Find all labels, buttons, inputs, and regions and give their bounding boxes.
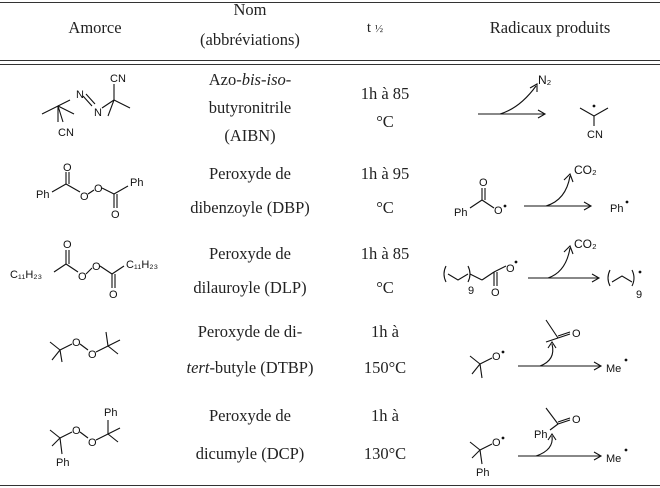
bond <box>558 420 570 424</box>
bond <box>52 350 60 360</box>
bond <box>470 274 482 280</box>
paren <box>608 270 610 286</box>
bond <box>612 276 632 282</box>
row-dtbp-name-line2 <box>180 354 320 382</box>
row-dbp-name-line2: dibenzoyle (DBP) <box>190 198 310 217</box>
o-label: O <box>492 351 501 363</box>
bond <box>108 340 120 346</box>
bond <box>558 334 570 338</box>
half-life-line2: 150°C <box>363 358 407 377</box>
dcp-structure <box>40 398 160 474</box>
o-label: O <box>479 177 488 189</box>
half-life-line2: °C <box>376 112 394 131</box>
header-nom <box>180 0 320 54</box>
arrowhead <box>530 84 537 92</box>
bond <box>480 364 482 378</box>
row-aibn-name-line1 <box>180 66 320 94</box>
bond <box>472 450 480 458</box>
byproduct-arrow <box>546 176 570 206</box>
o-label: O <box>92 261 101 273</box>
bond <box>42 106 58 122</box>
alkyl-label: C₁₁H₂₃ <box>126 259 159 271</box>
row-dlp-name-line2: dilauroyle (DLP) <box>193 278 307 297</box>
o-label: O <box>63 162 72 174</box>
bond <box>550 424 558 430</box>
bond <box>546 320 558 338</box>
bond <box>60 344 72 350</box>
half-life-line1: 1h à 95 <box>360 164 410 183</box>
row-aibn-name-line3: (AIBN) <box>224 126 276 145</box>
paren <box>444 266 446 282</box>
row-dtbp-half-life <box>345 318 425 382</box>
bond <box>472 364 480 374</box>
row-dtbp-name <box>180 318 320 382</box>
n2-label: N₂ <box>538 73 552 87</box>
row-dcp-half-life <box>345 402 425 468</box>
ph-label: Ph <box>130 177 144 189</box>
dtbp-radicals <box>460 310 655 386</box>
bond <box>108 434 118 442</box>
ph-label: Ph <box>454 207 468 219</box>
n-label: N <box>76 89 84 101</box>
bond <box>546 408 558 424</box>
row-dbp-name <box>180 160 320 222</box>
header-amorce: Amorce <box>68 18 122 37</box>
me-label: Me <box>606 453 622 465</box>
radical-dot <box>515 261 518 264</box>
bond <box>50 342 60 350</box>
dbp-radicals <box>450 162 650 224</box>
name-part-italic: bis <box>241 70 261 89</box>
bond <box>482 200 494 208</box>
radical-dot <box>639 271 642 274</box>
ph-label: Ph <box>610 203 624 215</box>
co2-label: CO₂ <box>574 237 597 251</box>
o-label: O <box>88 437 97 449</box>
dcp-radicals <box>460 394 655 480</box>
radical-dot <box>502 437 505 440</box>
bond <box>96 434 108 440</box>
bond <box>80 432 88 438</box>
half-life-line2: 130°C <box>363 444 407 463</box>
header-radicaux: Radicaux produits <box>489 18 611 37</box>
bond <box>60 350 62 362</box>
ph-label: Ph <box>36 189 50 201</box>
bond <box>106 332 108 346</box>
bond <box>58 100 70 106</box>
bond <box>112 266 124 274</box>
t-half-label: t <box>366 20 372 36</box>
byproduct-arrow <box>540 344 553 366</box>
o-label: O <box>109 289 118 301</box>
bond <box>52 184 66 192</box>
top-rule <box>0 2 660 3</box>
bond <box>52 438 60 446</box>
bond <box>86 94 95 104</box>
header-rule-1 <box>0 60 660 61</box>
bond <box>114 100 130 108</box>
o-label: O <box>88 349 97 361</box>
bond <box>100 266 112 274</box>
o-label: O <box>63 239 72 251</box>
o-label: O <box>572 328 581 340</box>
radical-dot <box>593 105 596 108</box>
bond <box>470 200 482 208</box>
row-dcp-name <box>180 402 320 468</box>
bond <box>580 108 608 116</box>
bond <box>558 418 570 422</box>
me-label: Me <box>606 363 622 375</box>
row-dbp-name-line1: Peroxyde de <box>208 164 292 183</box>
subscript-label: 9 <box>468 285 475 297</box>
bond <box>480 358 492 364</box>
radical-dot <box>504 205 507 208</box>
paren <box>468 266 470 282</box>
o-label: O <box>72 425 81 437</box>
half-life-line2: °C <box>376 198 394 217</box>
header-rule-2 <box>0 64 660 65</box>
o-label: O <box>491 287 500 299</box>
row-dcp-name-line2: dicumyle (DCP) <box>195 444 305 463</box>
radical-dot <box>626 201 629 204</box>
half-life-line1: 1h à 85 <box>360 84 410 103</box>
bond <box>66 184 80 192</box>
name-part-italic: iso <box>266 70 286 89</box>
aibn-structure <box>30 72 150 144</box>
o-label: O <box>94 183 103 195</box>
ph-label: Ph <box>56 457 70 469</box>
row-dbp-half-life <box>345 160 425 222</box>
row-aibn-name <box>180 66 320 150</box>
bond <box>480 450 482 464</box>
row-dlp-half-life <box>345 240 425 302</box>
bond <box>108 428 120 434</box>
cn-label: CN <box>110 73 126 85</box>
bond <box>448 274 468 280</box>
row-dlp-name <box>180 240 320 302</box>
bond <box>60 438 62 454</box>
dlp-structure <box>8 236 178 304</box>
alkyl-label: C₁₁H₂₃ <box>10 269 43 281</box>
subscript-label: 9 <box>636 289 643 301</box>
o-label: O <box>78 271 87 283</box>
bond <box>50 430 60 438</box>
o-label: O <box>80 191 89 203</box>
half-life-line2: °C <box>376 278 394 297</box>
o-label: O <box>111 209 120 221</box>
bond <box>482 272 494 280</box>
ph-label: Ph <box>534 429 548 441</box>
bond <box>114 186 128 194</box>
bond <box>494 266 506 272</box>
radical-dot <box>625 359 628 362</box>
header-t-half <box>350 14 400 43</box>
bond <box>54 264 66 272</box>
o-label: O <box>572 414 581 426</box>
row-aibn-name-line2: butyronitrile <box>208 98 292 117</box>
name-part: - <box>260 70 267 89</box>
half-life-line1: 1h à <box>371 406 399 425</box>
cn-label: CN <box>58 127 74 139</box>
o-label: O <box>492 437 501 449</box>
header-nom-line1: Nom <box>233 0 267 19</box>
cn-label: CN <box>587 129 603 141</box>
dtbp-structure <box>40 318 160 378</box>
dlp-radicals <box>440 236 655 304</box>
dbp-structure <box>30 162 170 224</box>
bond <box>480 444 492 450</box>
bottom-rule <box>0 485 660 486</box>
row-dtbp-name-line1: Peroxyde de di- <box>197 322 303 341</box>
bond <box>80 344 88 350</box>
bond <box>66 264 78 272</box>
half-life-line1: 1h à 85 <box>360 244 410 263</box>
bond <box>558 332 570 336</box>
name-part: - <box>285 70 292 89</box>
bond <box>470 356 480 364</box>
aibn-radicals <box>470 72 630 144</box>
ph-label: Ph <box>104 407 118 419</box>
row-aibn-half-life <box>345 80 425 136</box>
ph-label: Ph <box>476 467 490 479</box>
half-life-line1: 1h à <box>371 322 399 341</box>
name-part: Azo- <box>208 70 242 89</box>
o-label: O <box>72 337 81 349</box>
bond <box>108 346 118 354</box>
paren <box>632 270 634 286</box>
radical-dot <box>625 449 628 452</box>
radical-dot <box>502 351 505 354</box>
bond <box>102 188 114 194</box>
byproduct-arrow <box>500 86 536 114</box>
co2-label: CO₂ <box>574 163 597 177</box>
bond <box>60 432 72 438</box>
name-part: -butyle (DTBP) <box>209 358 314 377</box>
bond <box>470 442 480 450</box>
t-half-sub: ½ <box>374 23 384 35</box>
byproduct-arrow <box>548 248 570 278</box>
name-part-italic: tert <box>186 358 210 377</box>
header-nom-line2: (abbréviations) <box>200 30 300 49</box>
row-dlp-name-line1: Peroxyde de <box>208 244 292 263</box>
row-dcp-name-line1: Peroxyde de <box>208 406 292 425</box>
bond <box>83 96 92 106</box>
n-label: N <box>94 107 102 119</box>
o-label: O <box>506 263 515 275</box>
bond <box>96 346 108 352</box>
o-label: O <box>494 205 503 217</box>
